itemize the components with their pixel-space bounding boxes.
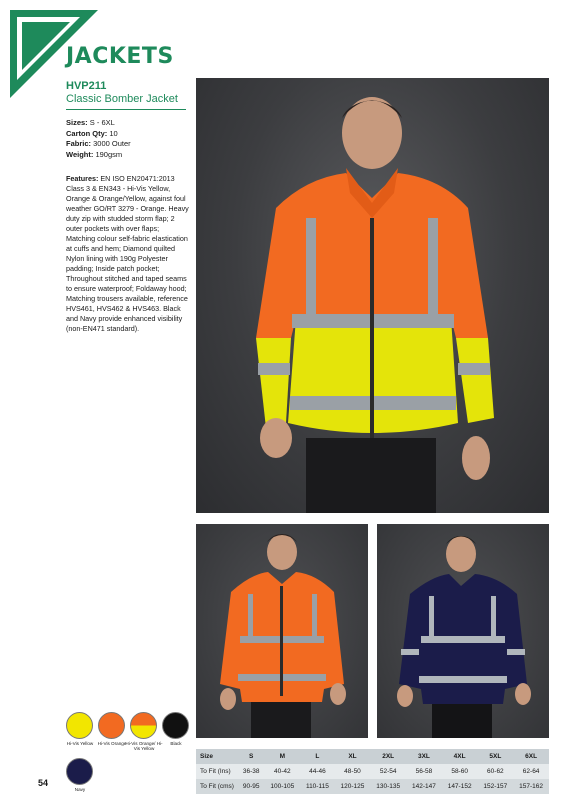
table-cell: 142-147 [406, 779, 442, 794]
spec-fabric: Fabric: 3000 Outer [66, 139, 131, 148]
table-row [196, 779, 549, 794]
features-text [66, 174, 190, 334]
table-cell: 157-162 [513, 779, 549, 794]
table-cell: 58-60 [442, 764, 478, 779]
table-cell: 56-58 [406, 764, 442, 779]
table-row [196, 764, 549, 779]
swatch-hi-vis-yellow [66, 712, 93, 739]
section-title: JACKETS [66, 44, 174, 69]
table-cell: 5XL [478, 749, 514, 764]
navy-jacket-photo [377, 524, 549, 738]
page-number: 54 [38, 778, 49, 788]
swatch-navy [66, 758, 93, 785]
product-name: Classic Bomber Jacket [66, 93, 178, 105]
table-cell: M [264, 749, 300, 764]
table-cell: 130-135 [370, 779, 406, 794]
spec-carton-qty: Carton Qty: 10 [66, 128, 118, 138]
table-cell: 44-46 [300, 764, 334, 779]
features-body: EN ISO EN20471:2013 Class 3 & EN343 - Hi-Vis Yellow, Orange & Orange/Yellow, against foul weather GO/RT 3279 - Orange. Heavy duty zip with studded storm flap; 2 outer pockets with over flaps; Matching colour self-fabric elastication at cuffs and hem; Diamond quilted Nylon lining with 190g Polyester padding; Inside patch pocket; Throughout stitched and taped seams to ensure waterproof; Foldaway hood; Matching trousers available, reference HVS461, HVS462 & HVS463. Black and Navy provide enhanced visibility (non-EN471 standard). [66, 174, 189, 333]
table-cell: Size [196, 749, 238, 764]
spec-sizes: Sizes: S - 6XL [66, 118, 115, 127]
table-cell: 110-115 [300, 779, 334, 794]
table-cell: 2XL [370, 749, 406, 764]
table-cell: 4XL [442, 749, 478, 764]
table-cell: To Fit (Ins) [196, 764, 238, 779]
table-cell: 40-42 [264, 764, 300, 779]
swatch-label: Hi-Vis Orange [97, 741, 127, 746]
table-cell: XL [335, 749, 371, 764]
spec-weight: Weight: 190gsm [66, 149, 123, 159]
swatch-hi-vis-orange [98, 712, 125, 739]
table-cell: 52-54 [370, 764, 406, 779]
table-cell: 62-64 [513, 764, 549, 779]
table-header-row [196, 749, 549, 764]
table-cell: 120-125 [335, 779, 371, 794]
table-cell: 152-157 [478, 779, 514, 794]
table-cell: 100-105 [264, 779, 300, 794]
orange-jacket-photo [196, 524, 368, 738]
table-cell: 36-38 [238, 764, 264, 779]
swatch-black [162, 712, 189, 739]
table-cell: 147-152 [442, 779, 478, 794]
swatch-label: Hi-Vis Orange/ Hi-Vis Yellow [125, 741, 163, 752]
table-cell: 48-50 [335, 764, 371, 779]
swatch-label: Black [170, 741, 182, 746]
table-cell: 3XL [406, 749, 442, 764]
table-cell: 90-95 [238, 779, 264, 794]
table-cell: S [238, 749, 264, 764]
swatch-orange-yellow [130, 712, 157, 739]
table-cell: 6XL [513, 749, 549, 764]
main-product-photo [196, 78, 549, 513]
size-table [196, 749, 549, 794]
title-divider [66, 109, 186, 110]
swatch-label: Navy [74, 787, 86, 792]
table-cell: To Fit (cms) [196, 779, 238, 794]
features-label: Features: [66, 174, 99, 183]
product-code: HVP211 [66, 80, 107, 92]
spec-list [66, 118, 190, 160]
swatch-label: Hi-Vis Yellow [66, 741, 94, 746]
table-cell: L [300, 749, 334, 764]
table-cell: 60-62 [478, 764, 514, 779]
